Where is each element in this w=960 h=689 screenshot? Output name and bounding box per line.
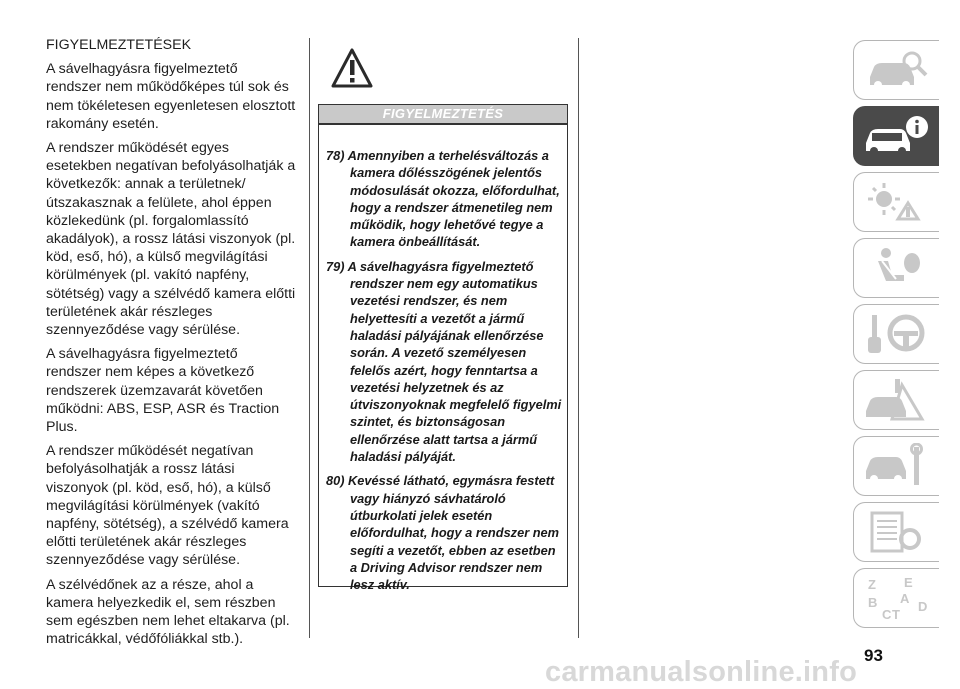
tab-warning-lights[interactable] xyxy=(853,172,939,232)
alphabet-index-icon xyxy=(862,575,932,621)
page-number: 93 xyxy=(864,646,883,665)
warning-item: 80) Kevéssé látható, egymásra festett vagy hiányzó sávhatároló útburkolati jelek esetén előfordulhat, hogy a rendszer nem segíti a vezetőt, ebben az esetben a Driving Advisor rendszer nem lesz aktív. xyxy=(326,473,560,593)
index-letter: Z xyxy=(868,577,876,592)
tab-alphabet-index[interactable] xyxy=(853,568,939,628)
paragraph: A rendszer működését negatívan befolyásolhatják a rossz látási viszonyok (pl. köd, eső, hó), a külső megvilágítási körülmények (vakító napfény, sötétség), a szélvédő kamera előtti területének akár részleges szennyeződése vagy sérülése. xyxy=(46,443,289,569)
key-steering-wheel-icon xyxy=(862,311,932,357)
seat-airbag-icon xyxy=(862,245,932,291)
column-divider xyxy=(578,38,579,638)
tab-key-steering[interactable] xyxy=(853,304,939,364)
tab-car-search[interactable] xyxy=(853,40,939,100)
index-letter: B xyxy=(868,595,878,610)
paragraph: A szélvédőnek az a része, ahol a kamera helyezkedik el, sem részben sem egészben nem lehet eltakarva (pl. matricákkal, védőfóliákkal stb.). xyxy=(46,576,290,648)
technical-data-icon xyxy=(862,509,932,555)
column-divider xyxy=(309,38,310,638)
car-tools-icon xyxy=(862,443,932,489)
index-letter: C xyxy=(882,607,892,621)
section-heading: FIGYELMEZTETÉSEK xyxy=(46,37,192,53)
warning-item: 78) Amennyiben a terhelésváltozás a kamera dőlésszögének jelentős módosulását okozza, előfordulhat, hogy a rendszer átmenetileg nem működik, hogy lehetővé tegye a kamera önbeállítását. xyxy=(326,148,560,250)
tab-car-info[interactable] xyxy=(853,106,939,166)
warning-exclamation-icon xyxy=(330,46,374,90)
paragraph: A sávelhagyásra figyelmeztető rendszer nem működőképes túl sok és nem tökéletesen egyenletesen elosztott rakomány esetén. xyxy=(46,61,296,132)
index-letter: A xyxy=(900,591,910,606)
chapter-tabs xyxy=(853,40,960,634)
tab-car-tools[interactable] xyxy=(853,436,939,496)
car-breakdown-icon xyxy=(862,377,932,423)
tab-technical-data[interactable] xyxy=(853,502,939,562)
left-column xyxy=(46,36,296,655)
watermark: carmanualsonline.info xyxy=(545,656,857,688)
index-letter: D xyxy=(918,599,928,614)
warning-lights-icon xyxy=(862,179,932,225)
tab-car-breakdown[interactable] xyxy=(853,370,939,430)
index-letter: E xyxy=(904,575,913,590)
paragraph: A rendszer működését egyes esetekben negatívan befolyásolhatják a következők: annak a területnek/ útszakasznak a felülete, ahol éppen közlekedünk (pl. forgalomlassító akadályok), a rossz látási viszonyok (pl. köd, eső, hó), a külső megvilágítási körülmények (pl. vakító napfény, sötétség) vagy a szélvédő kamera előtti területének akár részleges szennyeződése vagy sérülése. xyxy=(46,140,296,339)
paragraph: A sávelhagyásra figyelmeztető rendszer nem képes a következő rendszerek üzemzavarát követően működni: ABS, ESP, ASR és Traction Plus. xyxy=(46,346,280,436)
index-letter: T xyxy=(892,607,900,621)
tab-seat-airbag[interactable] xyxy=(853,238,939,298)
car-search-icon xyxy=(862,47,932,93)
warning-item: 79) A sávelhagyásra figyelmeztető rendszer nem egy automatikus vezetési rendszer, és nem helyettesíti a vezetőt a jármű haladási pályájának ellenőrzése során. A vezető személyesen felelős azért, hogy fenntartsa a vezetési helyzetnek és az útviszonyoknak megfelelő figyelmi szintet, és biztonságosan ellenőrzése alatt tartsa a jármű haladási pályáját. xyxy=(326,258,562,465)
car-info-icon xyxy=(862,113,932,159)
warning-title: FIGYELMEZTETÉS xyxy=(318,104,568,124)
warning-list xyxy=(326,147,566,600)
